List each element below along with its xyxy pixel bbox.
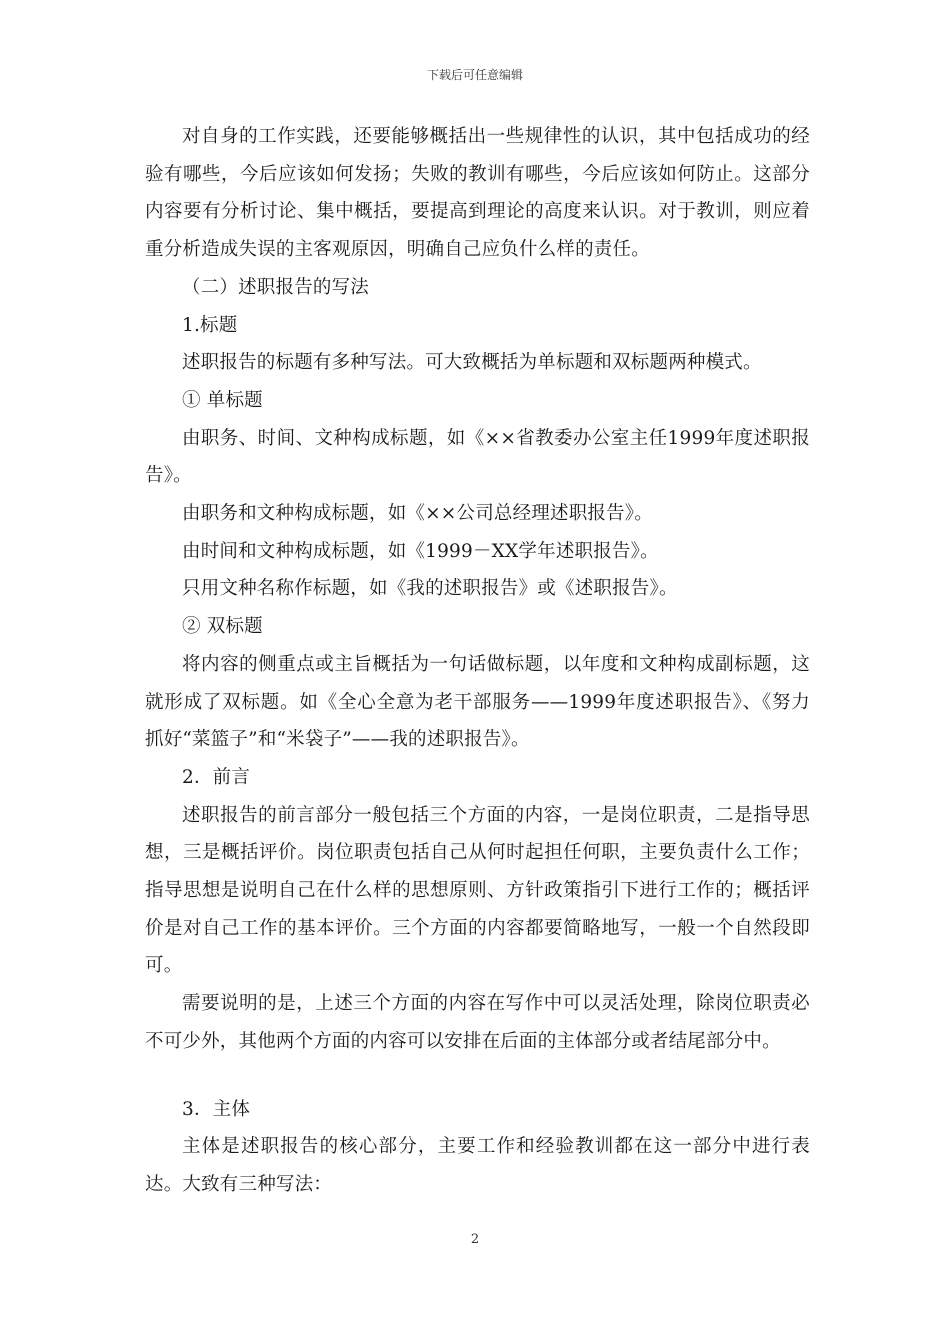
page-number: 2	[470, 1232, 480, 1247]
paragraph-spacer	[145, 1061, 810, 1091]
paragraph-preface-content: 述职报告的前言部分一般包括三个方面的内容，一是岗位职责，二是指导思想，三是概括评价。岗位职责包括自己从何时起担任何职，主要负责什么工作；指导思想是说明自己在什么样的思想原则、方针政策指引下进行工作的；概括评价是对自己工作的基本评价。三个方面的内容都要简略地写，一般一个自然段即可。	[145, 804, 810, 977]
subheading-title: 1.标题	[182, 314, 238, 336]
paragraph-single-title-example-2: 由职务和文种构成标题，如《××公司总经理述职报告》。	[182, 503, 653, 525]
paragraph-experience-summary: 对自身的工作实践，还要能够概括出一些规律性的认识，其中包括成功的经验有哪些，今后应该如何发扬；失败的教训有哪些，今后应该如何防止。这部分内容要有分析讨论、集中概括，要提高到理论的高度来认识。对于教训，则应着重分析造成失误的主客观原因，明确自己应负什么样的责任。	[145, 126, 810, 261]
subheading-single-title: ① 单标题	[182, 389, 263, 411]
section-heading-writing-method: （二）述职报告的写法	[182, 276, 370, 298]
subheading-double-title: ② 双标题	[182, 616, 263, 638]
paragraph-single-title-example-1: 由职务、时间、文种构成标题，如《××省教委办公室主任1999年度述职报告》。	[145, 427, 810, 487]
paragraph-single-title-example-4: 只用文种名称作标题，如《我的述职报告》或《述职报告》。	[182, 578, 678, 600]
subheading-main-body: 3．主体	[182, 1098, 251, 1120]
paragraph-preface-note: 需要说明的是，上述三个方面的内容在写作中可以灵活处理，除岗位职责必不可少外，其他两个方面的内容可以安排在后面的主体部分或者结尾部分中。	[145, 993, 810, 1052]
page-header: 下载后可任意编辑	[426, 68, 523, 82]
paragraph-single-title-example-3: 由时间和文种构成标题，如《1999－XX学年述职报告》。	[182, 540, 659, 562]
paragraph-main-body: 主体是述职报告的核心部分，主要工作和经验教训都在这一部分中进行表达。大致有三种写法：	[145, 1136, 810, 1195]
subheading-preface: 2．前言	[182, 766, 251, 788]
paragraph-double-title: 将内容的侧重点或主旨概括为一句话做标题，以年度和文种构成副标题，这就形成了双标题。如《全心全意为老干部服务——1999年度述职报告》、《努力抓好“菜篮子”和“米袋子”——我的述职报告》。	[145, 653, 810, 751]
paragraph-title-types: 述职报告的标题有多种写法。可大致概括为单标题和双标题两种模式。	[182, 352, 762, 374]
document-body	[145, 118, 810, 1204]
